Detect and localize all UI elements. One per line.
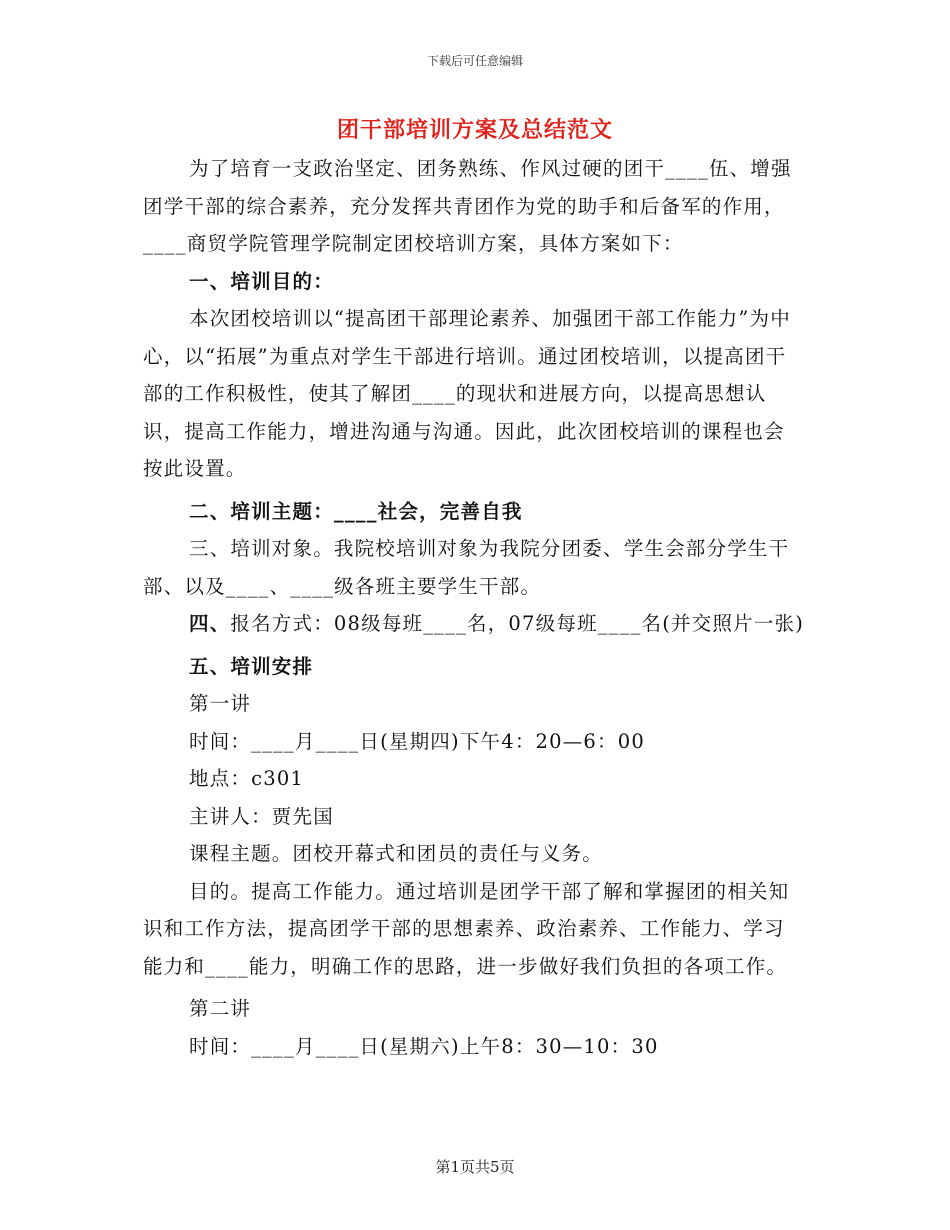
page-header-note: 下载后可任意编辑: [426, 54, 523, 68]
section-heading-theme: 二、培训主题：____社会，完善自我: [189, 499, 523, 523]
section-heading-purpose: 一、培训目的：: [189, 269, 334, 293]
purpose-paragraph: 本次团校培训以“提高团干部理论素养、加强团干部工作能力”为中心，以“拓展”为重点对学生干部进行培训。通过团校培训，以提高团干部的工作积极性，使其了解团____的现状和进展方向，以提高思想认识，提高工作能力，增进沟通与沟通。因此，此次团校培训的课程也会按此设置。: [143, 307, 791, 480]
section-heading-schedule: 五、培训安排: [189, 654, 314, 678]
registration-lead: 四、: [189, 612, 231, 635]
audience-paragraph: 三、培训对象。我院校培训对象为我院分团委、学生会部分学生干部、以及____、____级各班主要学生干部。: [143, 537, 790, 598]
registration-text: 报名方式：08级每班____名，07级每班____名(并交照片一张): [230, 612, 805, 635]
lecture-2-time: 时间：____月____日(星期六)上午8：30—10：30: [189, 1034, 659, 1058]
page-number: 第1页共5页: [435, 1158, 515, 1176]
lecture-1-goal: 目的。提高工作能力。通过培训是团学干部了解和掌握团的相关知识和工作方法，提高团学干部的思想素养、政治素养、工作能力、学习能力和____能力，明确工作的思路，进一步做好我们负担的各项工作。: [143, 879, 790, 978]
document-title: 团干部培训方案及总结范文: [336, 117, 613, 143]
lecture-1-time: 时间：____月____日(星期四)下午4：20—6：00: [189, 729, 645, 753]
document-body: [143, 150, 805, 1065]
lecture-1-label: 第一讲: [189, 692, 252, 715]
intro-paragraph: 为了培育一支政治坚定、团务熟练、作风过硬的团干____伍、增强团学干部的综合素养，充分发挥共青团作为党的助手和后备军的作用，____商贸学院管理学院制定团校培训方案，具体方案如下：: [143, 157, 792, 255]
lecture-2-label: 第二讲: [189, 997, 252, 1020]
registration-paragraph: [143, 605, 805, 643]
lecture-1-topic: 课程主题。团校开幕式和团员的责任与义务。: [189, 842, 604, 865]
lecture-1-location: 地点：c301: [189, 767, 305, 790]
lecture-1-speaker: 主讲人：贾先国: [189, 804, 334, 828]
